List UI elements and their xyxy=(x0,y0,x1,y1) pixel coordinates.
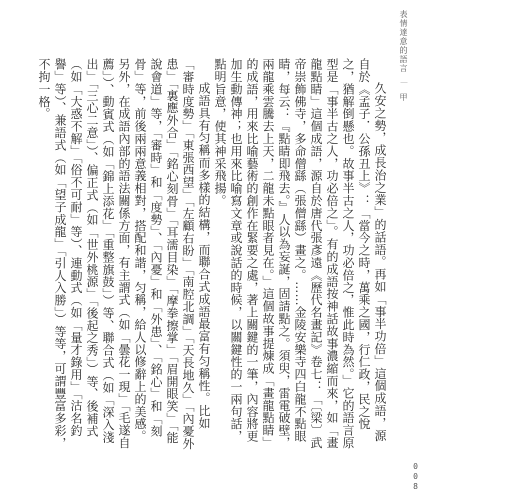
running-title: 表情達意的語言 xyxy=(399,10,408,73)
body-text xyxy=(37,58,388,453)
running-header xyxy=(399,10,408,102)
paragraph-2: 成語具有匀稱而多樣的結構，而聯合式成語最富有匀稱性。比如「審時度勢」「東張西望」「左顧右盼」「南腔北調」「天長地久」「內憂外患」「裏應外合」「銘心刻骨」「耳濡目染」「摩拳擦掌」「眉開眼笑」「能說會道」等，「審時」和「度勢」、「內憂」和「外患」、「銘心」和「刻骨」等，前後兩兩意義相對，搭配和諧，匀稱，給人以修辭上的美感。另外，在成語內部的語法關係方面，有主謂式（如「曇花一現」「毛遂自薦」）、動賓式（如「錦上添花」「重整旗鼓」）等、聯合式（如「深入淺出」「三心二意」）、偏正式（如「世外桃源」「後起之秀」）等、後補式（如「大惑不解」「俗不可耐」等）、連動式（如「量才錄用」「沽名釣譽」等）、兼語式（如「望子成龍」「引人入勝」）等等，可謂豐富多彩，不拘一格。 xyxy=(37,58,211,450)
page-number: 008 xyxy=(411,462,420,492)
header-separator: ｜ xyxy=(400,79,408,87)
paragraph-1: 久安之勢，成長治之業」的話語。再如「事半功倍」這個成語，源自於《孟子．公孫丑上》：「當今之時，萬乘之國，行仁政，民之悅之，猶解倒懸也。故事半古之人，功必倍之，惟此時為然。」它的語言原型是「事半古之人，功必倍之」。有的成語按神話故事濃縮而來，如「畫龍點睛」這個成語，源自於唐代張彥遠《歷代名畫記》卷七：「〔梁〕武帝崇飾佛寺，多命僧繇（張僧繇）畫之。……金陵安樂寺四白龍不點眼睛，每云：『點睛即飛去。』人以為妄誕，固請點之。須臾，雷電破壁，兩龍乘雲騰去上天，二龍未點眼者見在。」這個故事提煉成「畫龍點睛」的成語，用來比喻藝術的創作在緊要之處，著上關鍵的一筆，內容將更加生動傳神；也用來比喻寫文章或說話的時候，以關鍵性的一兩句話，點明旨意，使其神采飛揚。 xyxy=(213,58,387,449)
section-marker: 甲 xyxy=(399,93,408,102)
